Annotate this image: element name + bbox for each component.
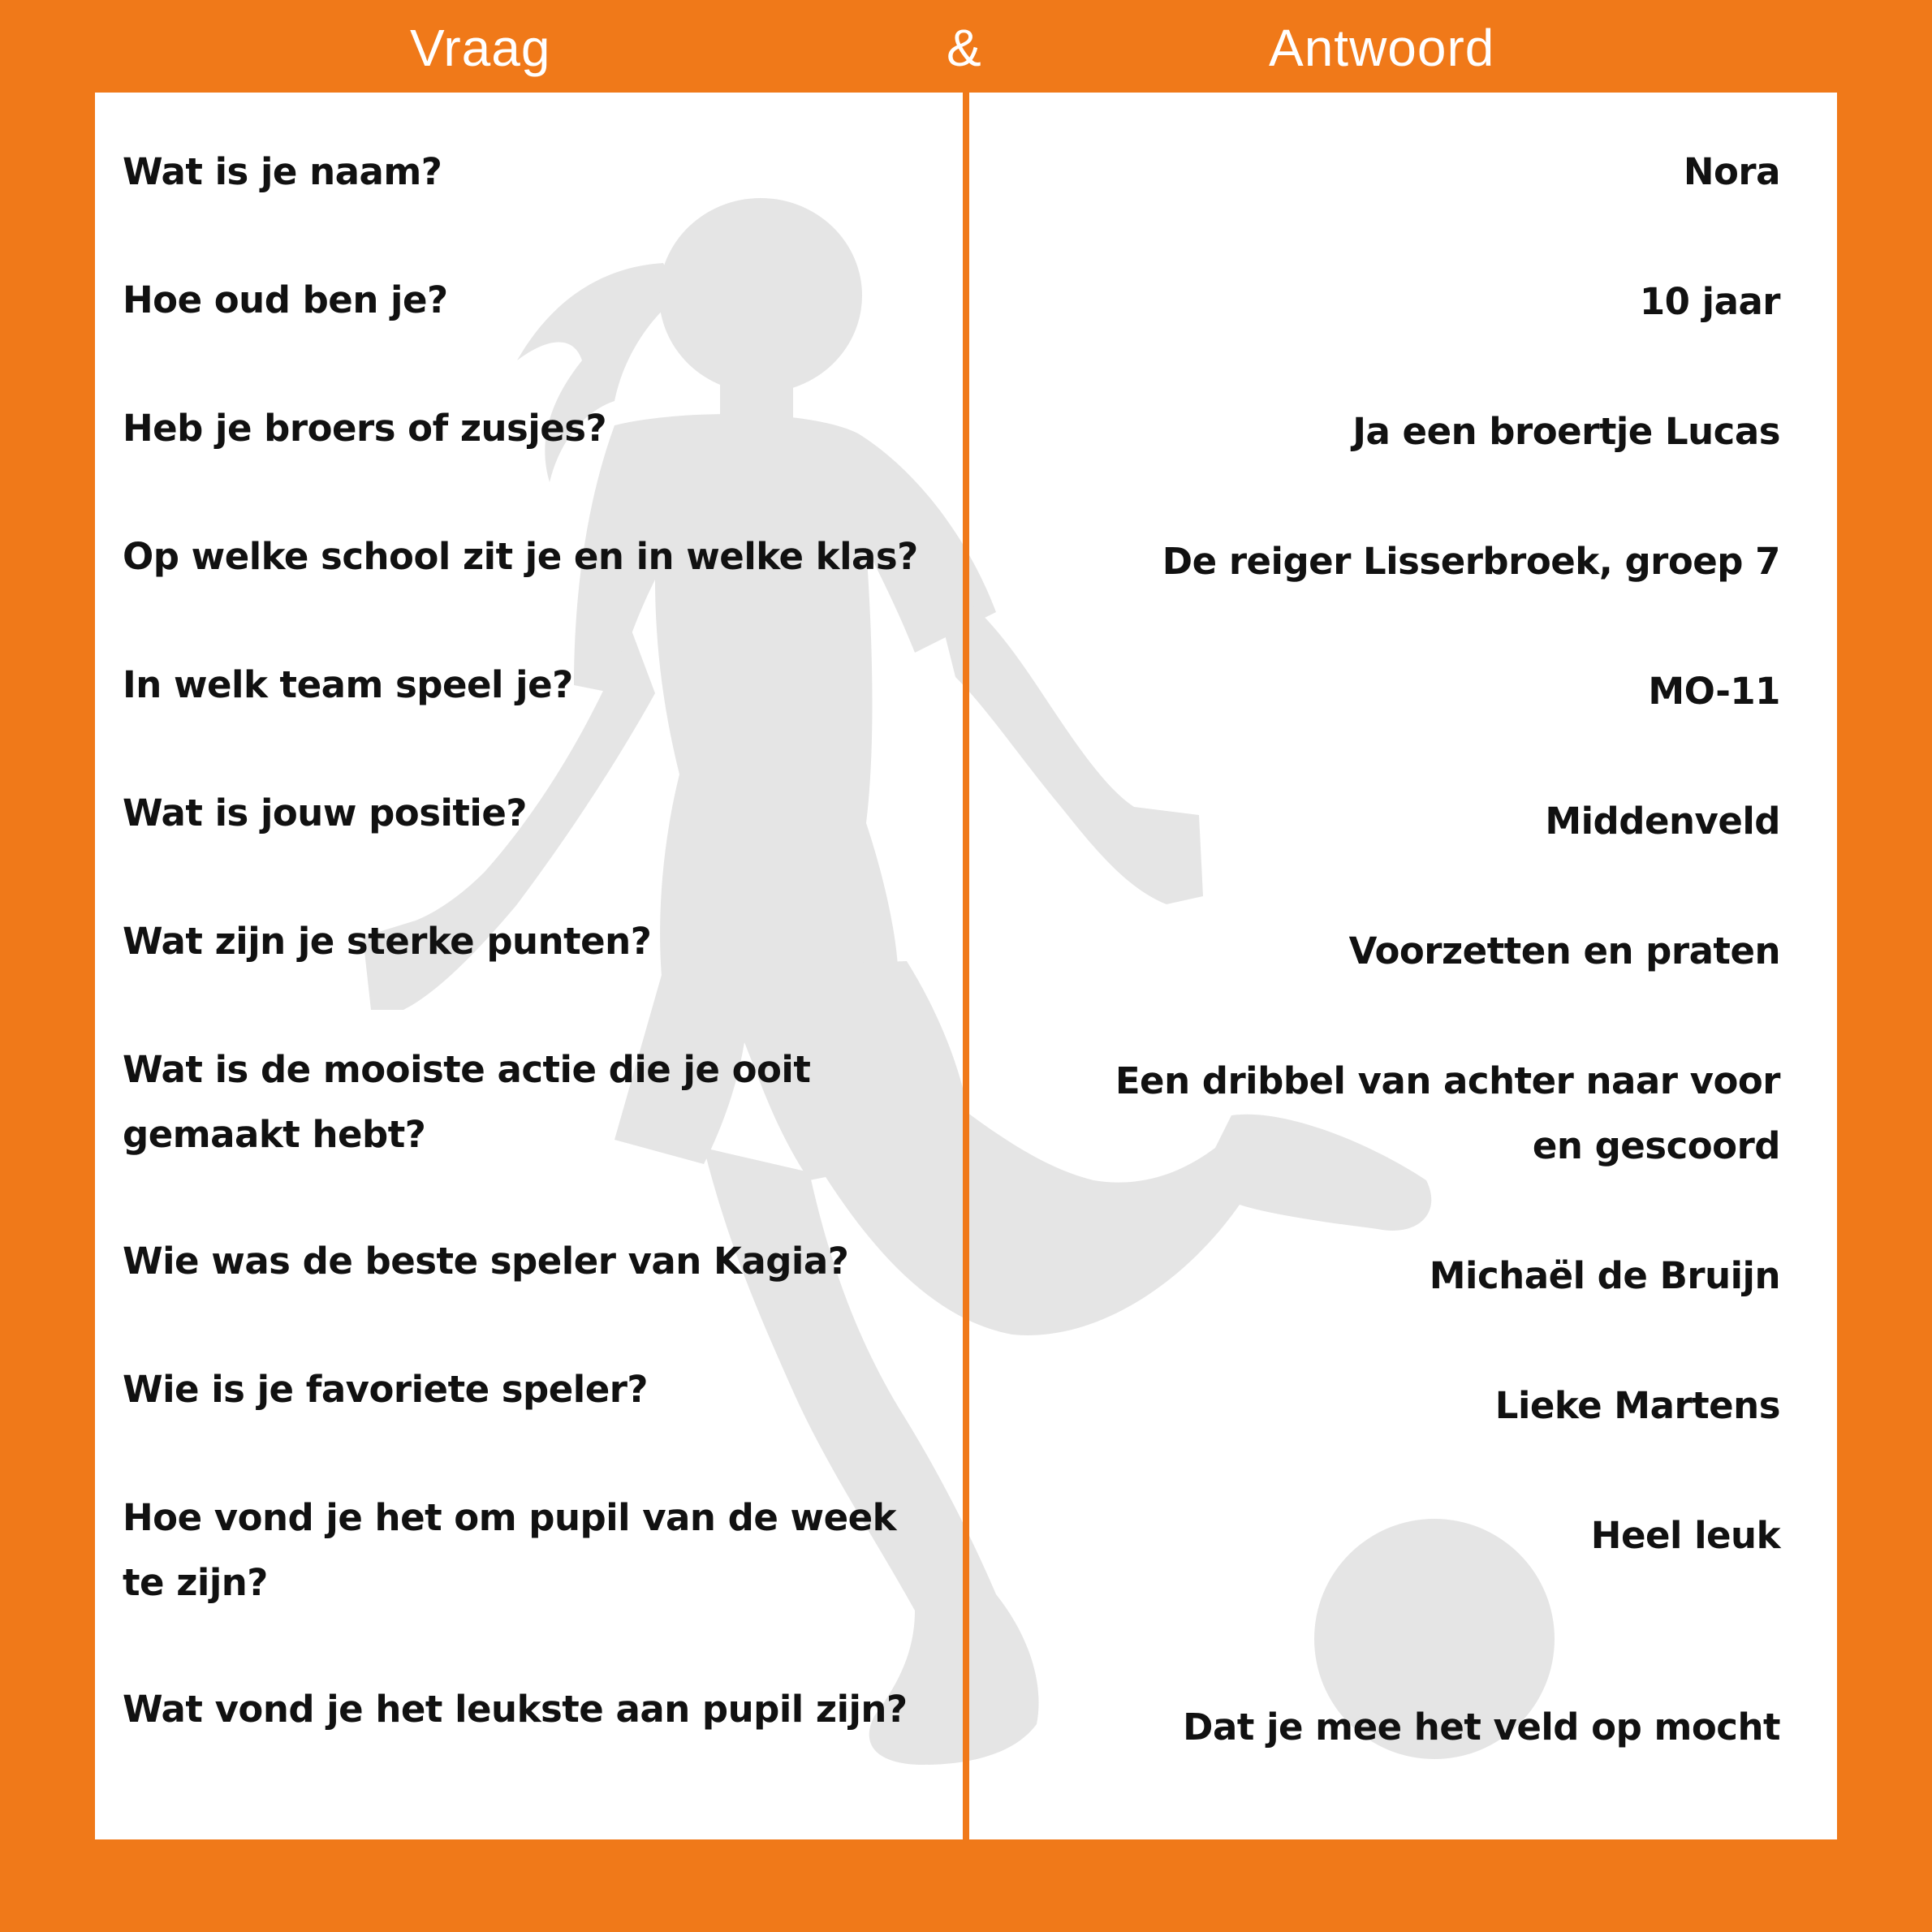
header <box>0 0 1932 93</box>
qa-panel <box>95 93 1837 1839</box>
question-item: Hoe vond je het om pupil van de week te zijn? <box>123 1496 897 1604</box>
answer-item: Lieke Martens <box>1494 1384 1780 1427</box>
answer-item: Ja een broertje Lucas <box>1352 410 1780 453</box>
question-item: Wat is je naam? <box>123 150 442 193</box>
header-question-label: Vraag <box>410 19 551 77</box>
question-item: Wat is jouw positie? <box>123 791 527 834</box>
question-item: Wat zijn je sterke punten? <box>123 920 652 963</box>
question-item: Heb je broers of zusjes? <box>123 407 607 450</box>
question-item: Wie is je favoriete speler? <box>123 1368 649 1411</box>
question-item: Wat vond je het leukste aan pupil zijn? <box>123 1688 908 1731</box>
question-item: Wat is de mooiste actie die je ooit gemaakt hebt? <box>123 1048 811 1156</box>
answer-item: Heel leuk <box>1590 1514 1780 1557</box>
answer-item: MO-11 <box>1648 670 1780 713</box>
answer-item: 10 jaar <box>1639 280 1780 323</box>
answer-item: Voorzetten en praten <box>1348 929 1780 972</box>
question-item: Op welke school zit je en in welke klas? <box>123 535 918 578</box>
answer-item: Nora <box>1683 150 1780 193</box>
answer-item: Middenveld <box>1545 800 1780 843</box>
header-answer-label: Antwoord <box>1269 19 1495 77</box>
question-item: Wie was de beste speler van Kagia? <box>123 1240 849 1283</box>
question-item: In welk team speel je? <box>123 663 573 706</box>
answer-item: Michaël de Bruijn <box>1429 1254 1780 1297</box>
question-item: Hoe oud ben je? <box>123 278 448 321</box>
header-ampersand: & <box>947 19 982 77</box>
answer-item: Een dribbel van achter naar voor en gescoord <box>1115 1059 1780 1167</box>
answer-item: Dat je mee het veld op mocht <box>1183 1706 1780 1749</box>
answer-item: De reiger Lisserbroek, groep 7 <box>1162 540 1780 583</box>
